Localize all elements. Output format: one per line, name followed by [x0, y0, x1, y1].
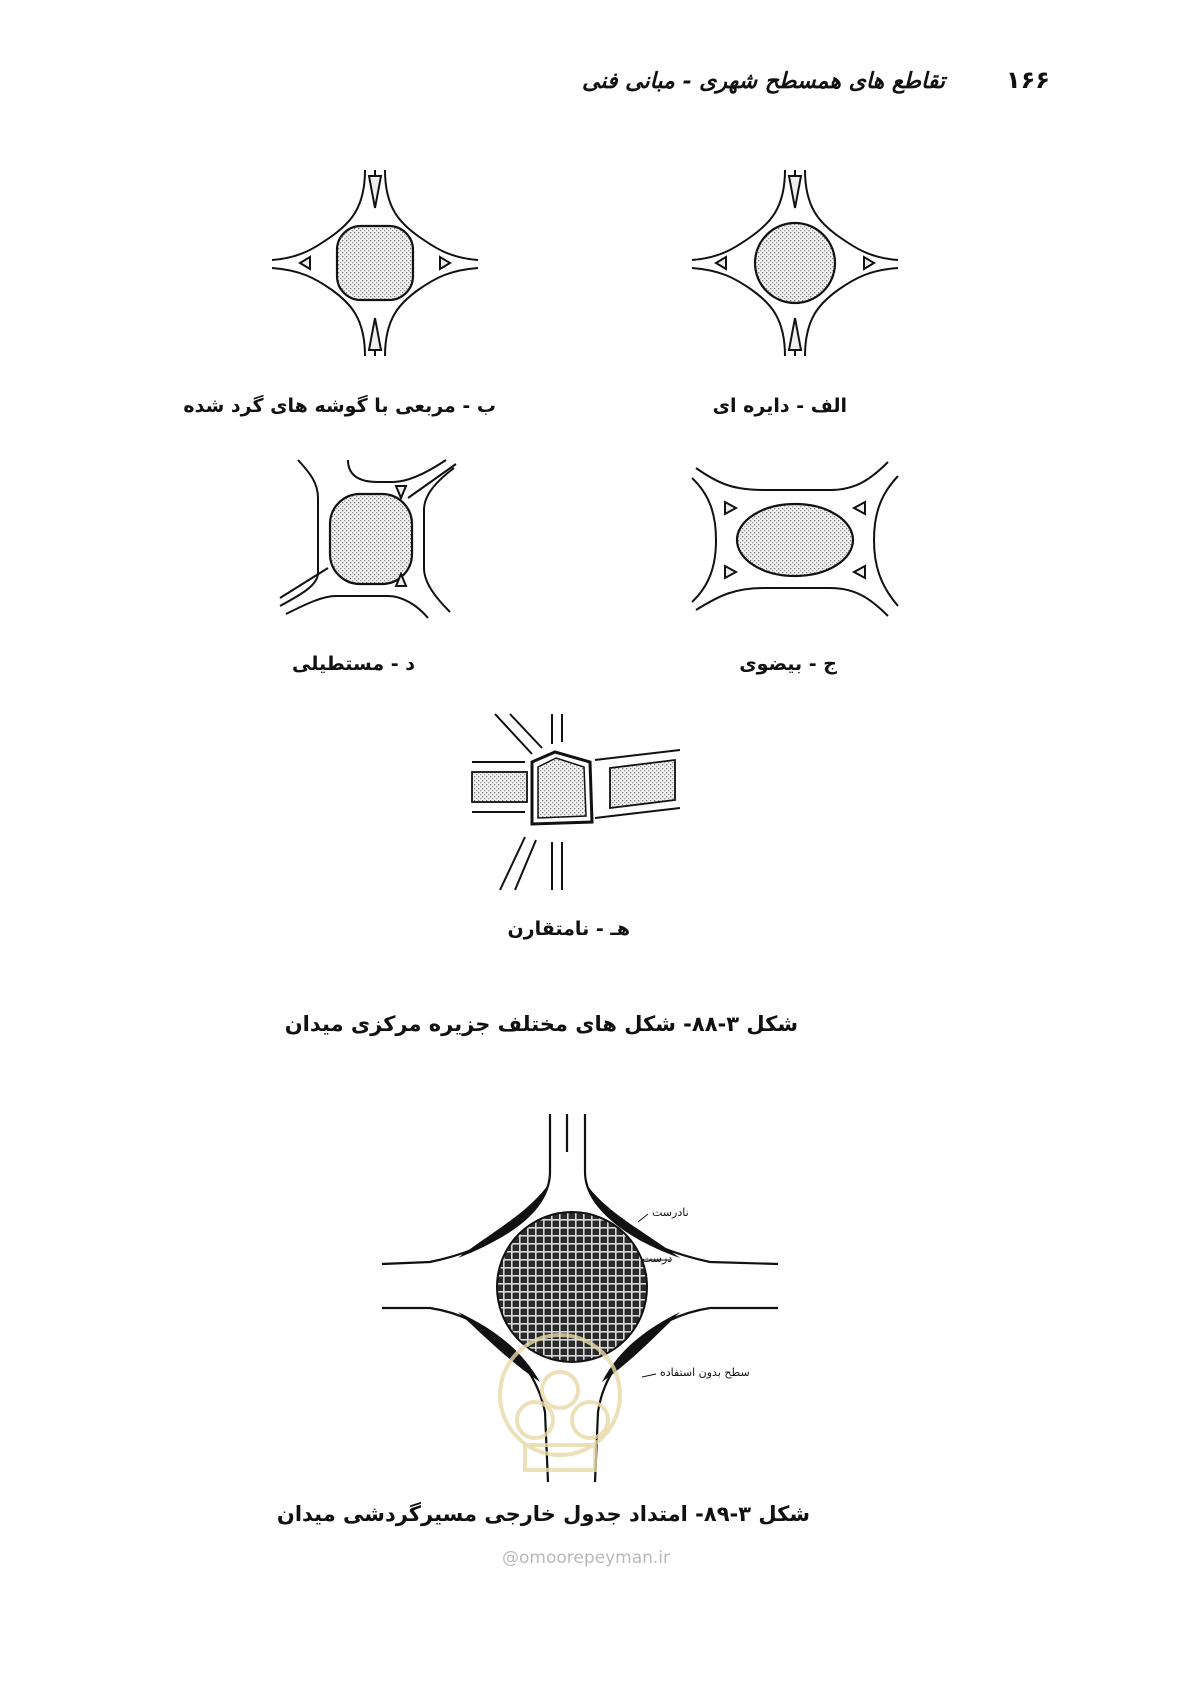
- figure-88-caption: شکل ۳-۸۸- شکل های مختلف جزیره مرکزی میدان: [284, 1012, 798, 1036]
- page-number: ۱۶۶: [1006, 66, 1050, 94]
- elliptical-roundabout-diagram: [690, 460, 900, 620]
- label-rounded-square: ب - مربعی با گوشه های گرد شده: [183, 395, 496, 417]
- label-elliptical: ج - بیضوی: [739, 653, 837, 675]
- label-unused-area: سطح بدون استفاده: [660, 1366, 750, 1379]
- label-circular: الف - دایره ای: [712, 395, 847, 417]
- rounded-square-roundabout-diagram: [270, 168, 480, 358]
- running-header: تقاطع های همسطح شهری - مبانی فنی: [582, 68, 945, 94]
- watermark-seal-logo: [495, 1320, 625, 1480]
- label-asymmetric: هـ - نامتقارن: [507, 918, 630, 940]
- label-rectangular: د - مستطیلی: [292, 653, 415, 675]
- figure-89-caption: شکل ۳-۸۹- امتداد جدول خارجی مسیرگردشی میدان: [276, 1502, 810, 1526]
- label-correct: درست: [642, 1252, 673, 1265]
- circular-roundabout-diagram: [690, 168, 900, 358]
- watermark-url: @omoorepeyman.ir: [502, 1548, 671, 1568]
- label-incorrect: نادرست: [652, 1206, 689, 1219]
- asymmetric-roundabout-diagram: [470, 712, 690, 892]
- rectangular-roundabout-diagram: [278, 458, 458, 618]
